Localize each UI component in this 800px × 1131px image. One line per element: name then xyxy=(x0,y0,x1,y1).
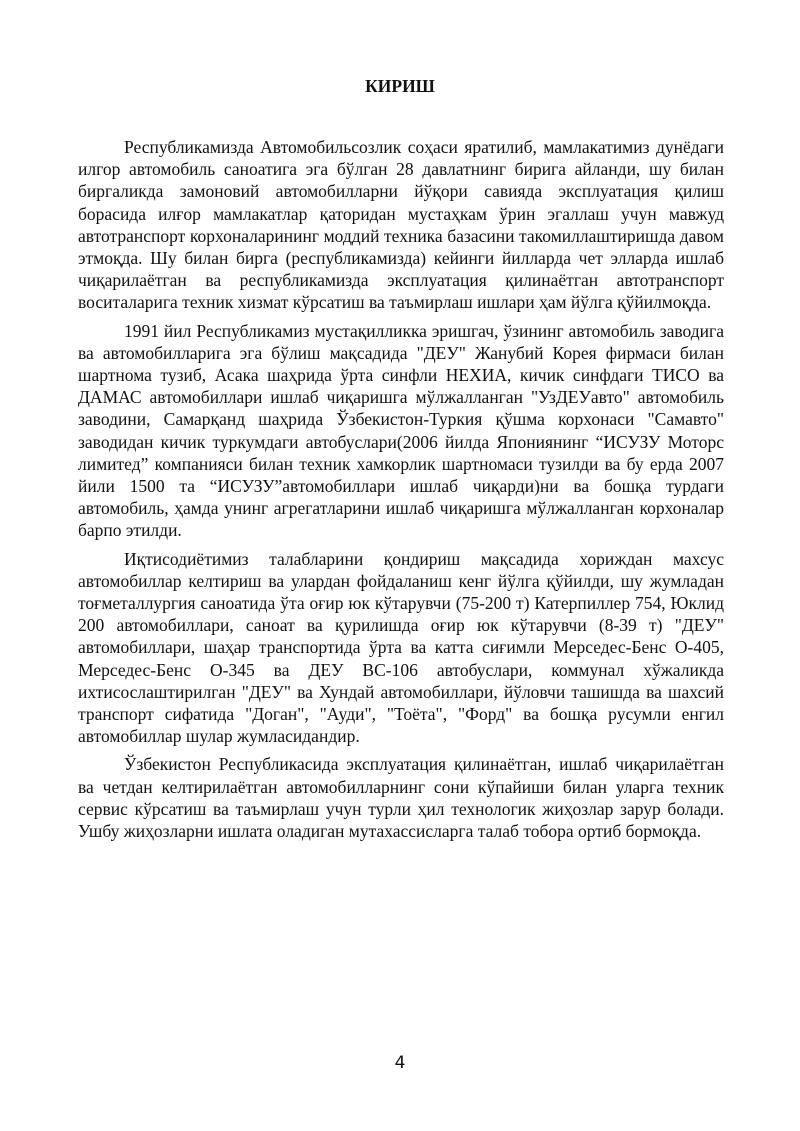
paragraph-demand: Ўзбекистон Республикасида эксплуатация қилинаётган, ишлаб чиқарилаётган ва четдан келтирилаётган автомобилларнинг сони кўпайиши билан уларга техник сервис кўрсатиш ва таъмирлаш учун турли ҳил технологик жиҳозлар зарур болади. Ушбу жиҳозларни ишлата оладиган мутахассисларга талаб тобора ортиб бормоқда. xyxy=(78,754,724,842)
paragraph-imports: Иқтисодиётимиз талабларини қондириш мақсадида хориждан махсус автомобиллар келтириш ва улардан фойдаланиш кенг йўлга қўйилди, шу жумладан тоғметаллургия саноатида ўта оғир юк кўтарувчи (75-200 т) Катерпиллер 754, Юклид 200 автомобиллари, саноат ва қурилишда оғир юк кўтарувчи (8-39 т) "ДЕУ" автомобиллари, шаҳар транспортида ўрта ва катта сиғимли Мерседес-Бенс О-405, Мерседес-Бенс О-345 ва ДЕУ ВС-106 автобуслари, коммунал хўжаликда ихтисослаштирилган "ДЕУ" ва Хундай автомобиллари, йўловчи ташишда ва шахсий транспорт сифатида "Доган", "Ауди", "Тоёта", "Форд" ва бошқа русумли енгил автомобиллар шулар жумласидандир. xyxy=(78,548,724,747)
paragraph-history: 1991 йил Республикамиз мустақилликка эришгач, ўзининг автомобиль заводига ва автомобилларига эга бўлиш мақсадида "ДЕУ" Жанубий Корея фирмаси билан шартнома тузиб, Асака шаҳрида ўрта синфли НЕХИА, кичик синфдаги ТИСО ва ДАМАС автомобиллари ишлаб чиқаришга мўлжалланган "УзДЕУавто" автомобиль заводини, Самарқанд шаҳрида Ўзбекистон-Туркия қўшма корхонаси "Самавто" заводидан кичик туркумдаги автобуслари(2006 йилда Япониянинг “ИСУЗУ Моторс лимитед” компанияси билан техник хамкорлик шартномаси тузилди ва бу ерда 2007 йили 1500 та “ИСУЗУ”автомобиллари ишлаб чиқарди)ни ва бошқа турдаги автомобиль, ҳамда унинг агрегатларини ишлаб чиқаришга мўлжалланган корхоналар барпо этилди. xyxy=(78,320,724,541)
paragraph-intro: Республикамизда Автомобильсозлик соҳаси яратилиб, мамлакатимиз дунёдаги илгор автомобиль саноатига эга бўлган 28 давлатнинг бирига айланди, шу билан биргаликда замонoвий автомобилларни йўқори савияда эксплуатация қилиш борасида илғор мамлакатлар қаторидан мустаҳкам ўрин эгаллаш учун мавжуд автотранспорт корхоналарининг моддий техника базасини такомиллаштиришда давом этмоқда. Шу билан бирга (республикамизда) кейинги йилларда чет элларда ишлаб чиқарилаётган ва республикамизда эксплуатация қилинаётган автотранспорт воситаларига техник хизмат кўрсатиш ва таъмирлаш ишлари ҳам йўлга қўйилмоқда. xyxy=(78,137,724,313)
body-text xyxy=(78,136,724,842)
page-number: 4 xyxy=(394,1053,406,1073)
page-title: КИРИШ xyxy=(365,76,435,96)
